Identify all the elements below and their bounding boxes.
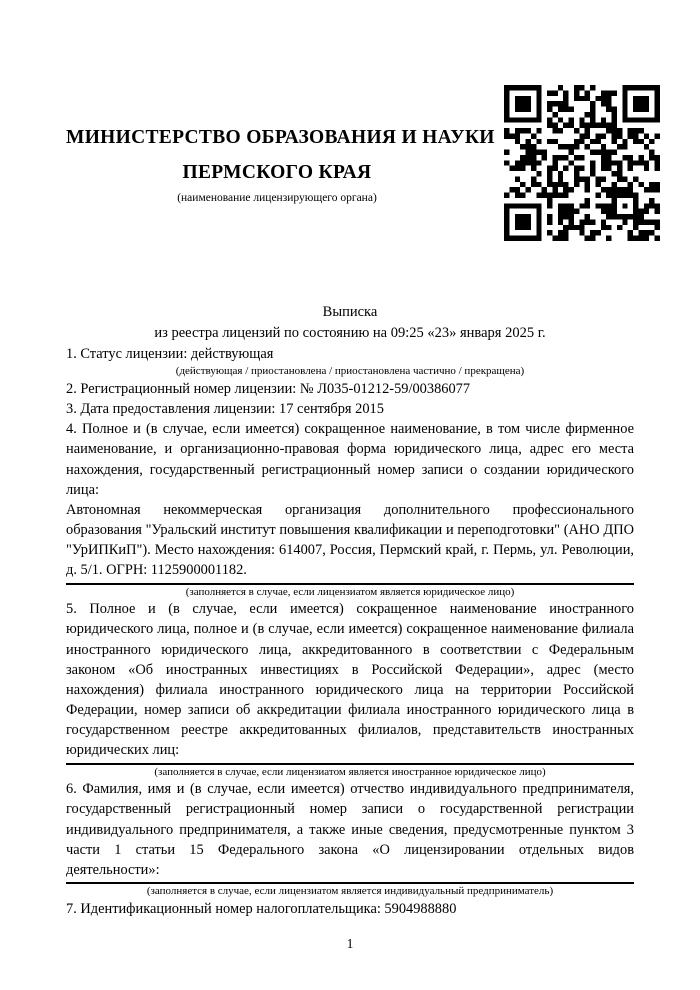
item-4-legal-entity-answer: Автономная некоммерческая организация дополнительного профессионального образования "Уральский институт повышения квалификации и переподготовки" (АНО ДПО "УрИПКиП"). Место нахождения: 614007, Россия, Пермский край, г. Пермь, ул. Революции, д. 5/1. ОГРН: 1125900001182. <box>66 501 634 579</box>
item-6-entrepreneur-question: 6. Фамилия, имя и (в случае, если имеется) отчество индивидуального предпринимателя, государственный регистрационный номер записи о государственной регистрации индивидуального предпринимателя, а также иные сведения, предусмотренные пунктом 3 части 1 статьи 15 Федерального закона «О лицензировании отдельных видов деятельности»: <box>66 781 634 878</box>
item-7-taxpayer-number: 7. Идентификационный номер налогоплательщика: 5904988880 <box>66 900 457 917</box>
document-title-line1: Выписка <box>322 304 378 320</box>
item-2-registration-number: 2. Регистрационный номер лицензии: № Л035-01212-59/00386077 <box>66 380 471 397</box>
item-5-caption: (заполняется в случае, если лицензиатом является иностранное юридическое лицо) <box>154 765 546 778</box>
item-6-fill-line <box>66 882 634 884</box>
licensing-authority-block <box>66 120 495 205</box>
document-title-line2: из реестра лицензий по состоянию на 09:25 «23» января 2025 г. <box>154 325 546 342</box>
page-number: 1 <box>346 935 354 951</box>
item-5-foreign-entity-question: 5. Полное и (в случае, если имеется) сокращенное наименование иностранного юридического лица, полное и (в случае, если имеется) сокращенное наименование филиала иностранного юридического лица, аккредитованного в соответствии с Федеральным законом «Об иностранных инвестициях в Российской Федерации», адрес (место нахождения) филиала иностранного юридического лица на территории Российской Федерации, номер записи об аккредитации филиала иностранного юридического лица в государственном реестре аккредитованных филиалов, представительств иностранных юридических лиц: <box>66 601 634 759</box>
item-4-legal-entity-question: 4. Полное и (в случае, если имеется) сокращенное наименование, в том числе фирменное наименование, и организационно-правовая форма юридического лица, адрес его места нахождения, государственный регистрационный номер записи о создании юридического лица: <box>66 421 634 498</box>
item-1-license-status: 1. Статус лицензии: действующая <box>66 346 274 363</box>
ministry-name-line1: МИНИСТЕРСТВО ОБРАЗОВАНИЯ И НАУКИ <box>66 127 495 148</box>
item-4-caption: (заполняется в случае, если лицензиатом является юридическое лицо) <box>185 585 515 598</box>
item-3-license-date: 3. Дата предоставления лицензии: 17 сентября 2015 <box>66 401 384 418</box>
ministry-caption: (наименование лицензирующего органа) <box>177 192 377 205</box>
item-1-caption: (действующая / приостановлена / приостановлена частично / прекращена) <box>175 365 525 378</box>
ministry-name-line2: ПЕРМСКОГО КРАЯ <box>182 162 372 184</box>
document-body <box>66 344 634 954</box>
item-6-caption: (заполняется в случае, если лицензиатом является индивидуальный предприниматель) <box>146 885 554 898</box>
item-5-fill-line <box>66 763 634 765</box>
document-header <box>0 0 700 250</box>
document-title <box>0 302 700 344</box>
item-4-fill-line <box>66 583 634 585</box>
qr-code-icon <box>504 85 660 241</box>
